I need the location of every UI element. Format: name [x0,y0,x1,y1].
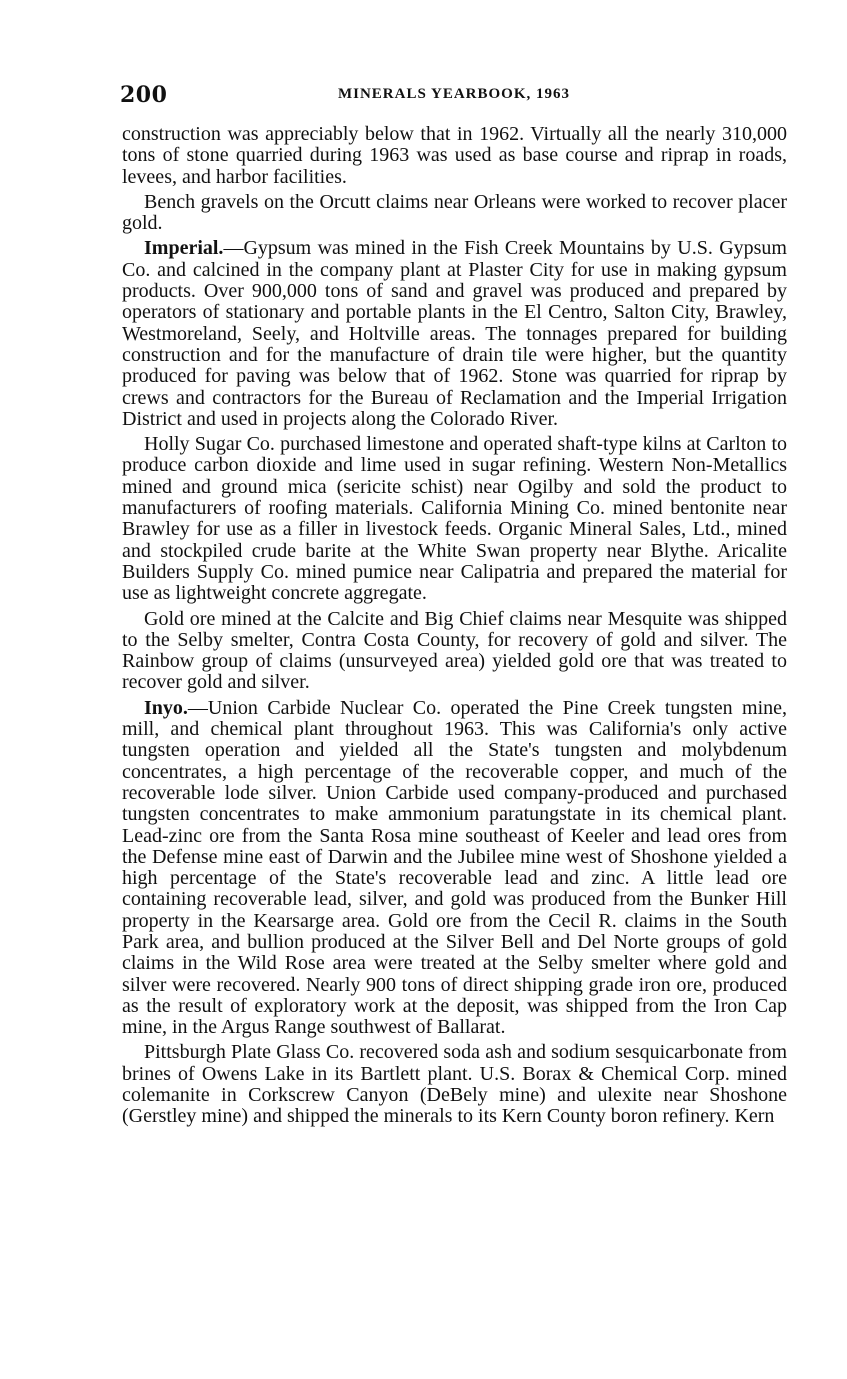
page-number: 200 [120,82,168,108]
paragraph-gold-ore [122,609,787,694]
paragraph-text: —Union Carbide Nuclear Co. operated the Pine Creek tungsten mine, mill, and chemical plant throughout 1963. This was California's only active tungsten operation and yielded all the State's tungsten and molybdenum concentrates, a high percentage of the recoverable copper, and much of the recoverable lode silver. Union Carbide used company-produced and purchased tungsten concentrates to make ammonium paratungstate in its chemical plant. Lead-zinc ore from the Santa Rosa mine southeast of Keeler and lead ores from the Defense mine east of Darwin and the Jubilee mine west of Shoshone yielded a high percentage of the State's recoverable lead and zinc. A little lead ore containing recoverable lead, silver, and gold was produced from the Bunker Hill property in the Kearsarge area. Gold ore from the Cecil R. claims in the South Park area, and bullion produced at the Silver Bell and Del Norte groups of gold claims in the Wild Rose area were treated at the Selby smelter where gold and silver were recovered. Nearly 900 tons of direct shipping grade iron ore, produced as the result of exploratory work at the deposit, was shipped from the Iron Cap mine, in the Argus Range southwest of Ballarat. [122,696,787,1039]
running-title: MINERALS YEARBOOK, 1963 [337,86,571,102]
paragraph-text: Bench gravels on the Orcutt claims near Orleans were worked to recover placer gold. [122,190,787,235]
county-heading-inyo: Inyo. [144,696,188,719]
body-text [122,124,787,1132]
paragraph-inyo [122,698,787,1039]
county-heading-imperial: Imperial. [144,237,224,260]
paragraph-text: —Gypsum was mined in the Fish Creek Mountains by U.S. Gypsum Co. and calcined in the company plant at Plaster City for use in making gypsum products. Over 900,000 tons of sand and gravel was produced and prepared by operators of stationary and portable plants in the El Centro, Salton City, Brawley, Westmoreland, Seely, and Holtville areas. The tonnages prepared for building construction and for the manufacture of drain tile were higher, but the quantity produced for paving was below that of 1962. Stone was quarried for riprap by crews and contractors for the Bureau of Reclamation and the Imperial Irrigation District and used in projects along the Colorado River. [122,237,787,430]
paragraph-text: Holly Sugar Co. purchased limestone and operated shaft-type kilns at Carlton to produce carbon dioxide and lime used in sugar refining. Western Non-Metallics mined and ground mica (sericite schist) near Ogilby and sold the product to manufacturers of roofing materials. California Mining Co. mined bentonite near Brawley for use as a filler in livestock feeds. Organic Mineral Sales, Ltd., mined and stockpiled crude barite at the White Swan property near Blythe. Aricalite Builders Supply Co. mined pumice near Calipatria and prepared the material for use as lightweight concrete aggregate. [122,433,787,605]
paragraph-text: Pittsburgh Plate Glass Co. recovered soda ash and sodium sesquicarbonate from brines of Owens Lake in its Bartlett plant. U.S. Borax & Chemical Corp. mined colemanite in Corkscrew Canyon (DeBely mine) and ulexite near Shoshone (Gerstley mine) and shipped the minerals to its Kern County boron refinery. Kern [122,1041,787,1128]
paragraph-imperial [122,238,787,430]
paragraph-pittsburgh-plate-glass [122,1042,787,1127]
paragraph-stone-quarried [122,124,787,188]
paragraph-bench-gravels [122,192,787,235]
page-header [120,82,788,112]
paragraph-text: Gold ore mined at the Calcite and Big Chief claims near Mesquite was shipped to the Selby smelter, Contra Costa County, for recovery of gold and silver. The Rainbow group of claims (unsurveyed area) yielded gold ore that was treated to recover gold and silver. [122,607,787,694]
paragraph-holly-sugar [122,434,787,604]
paragraph-text: construction was appreciably below that in 1962. Virtually all the nearly 310,000 tons of stone quarried during 1963 was used as base course and riprap in roads, levees, and harbor facilities. [122,123,787,188]
